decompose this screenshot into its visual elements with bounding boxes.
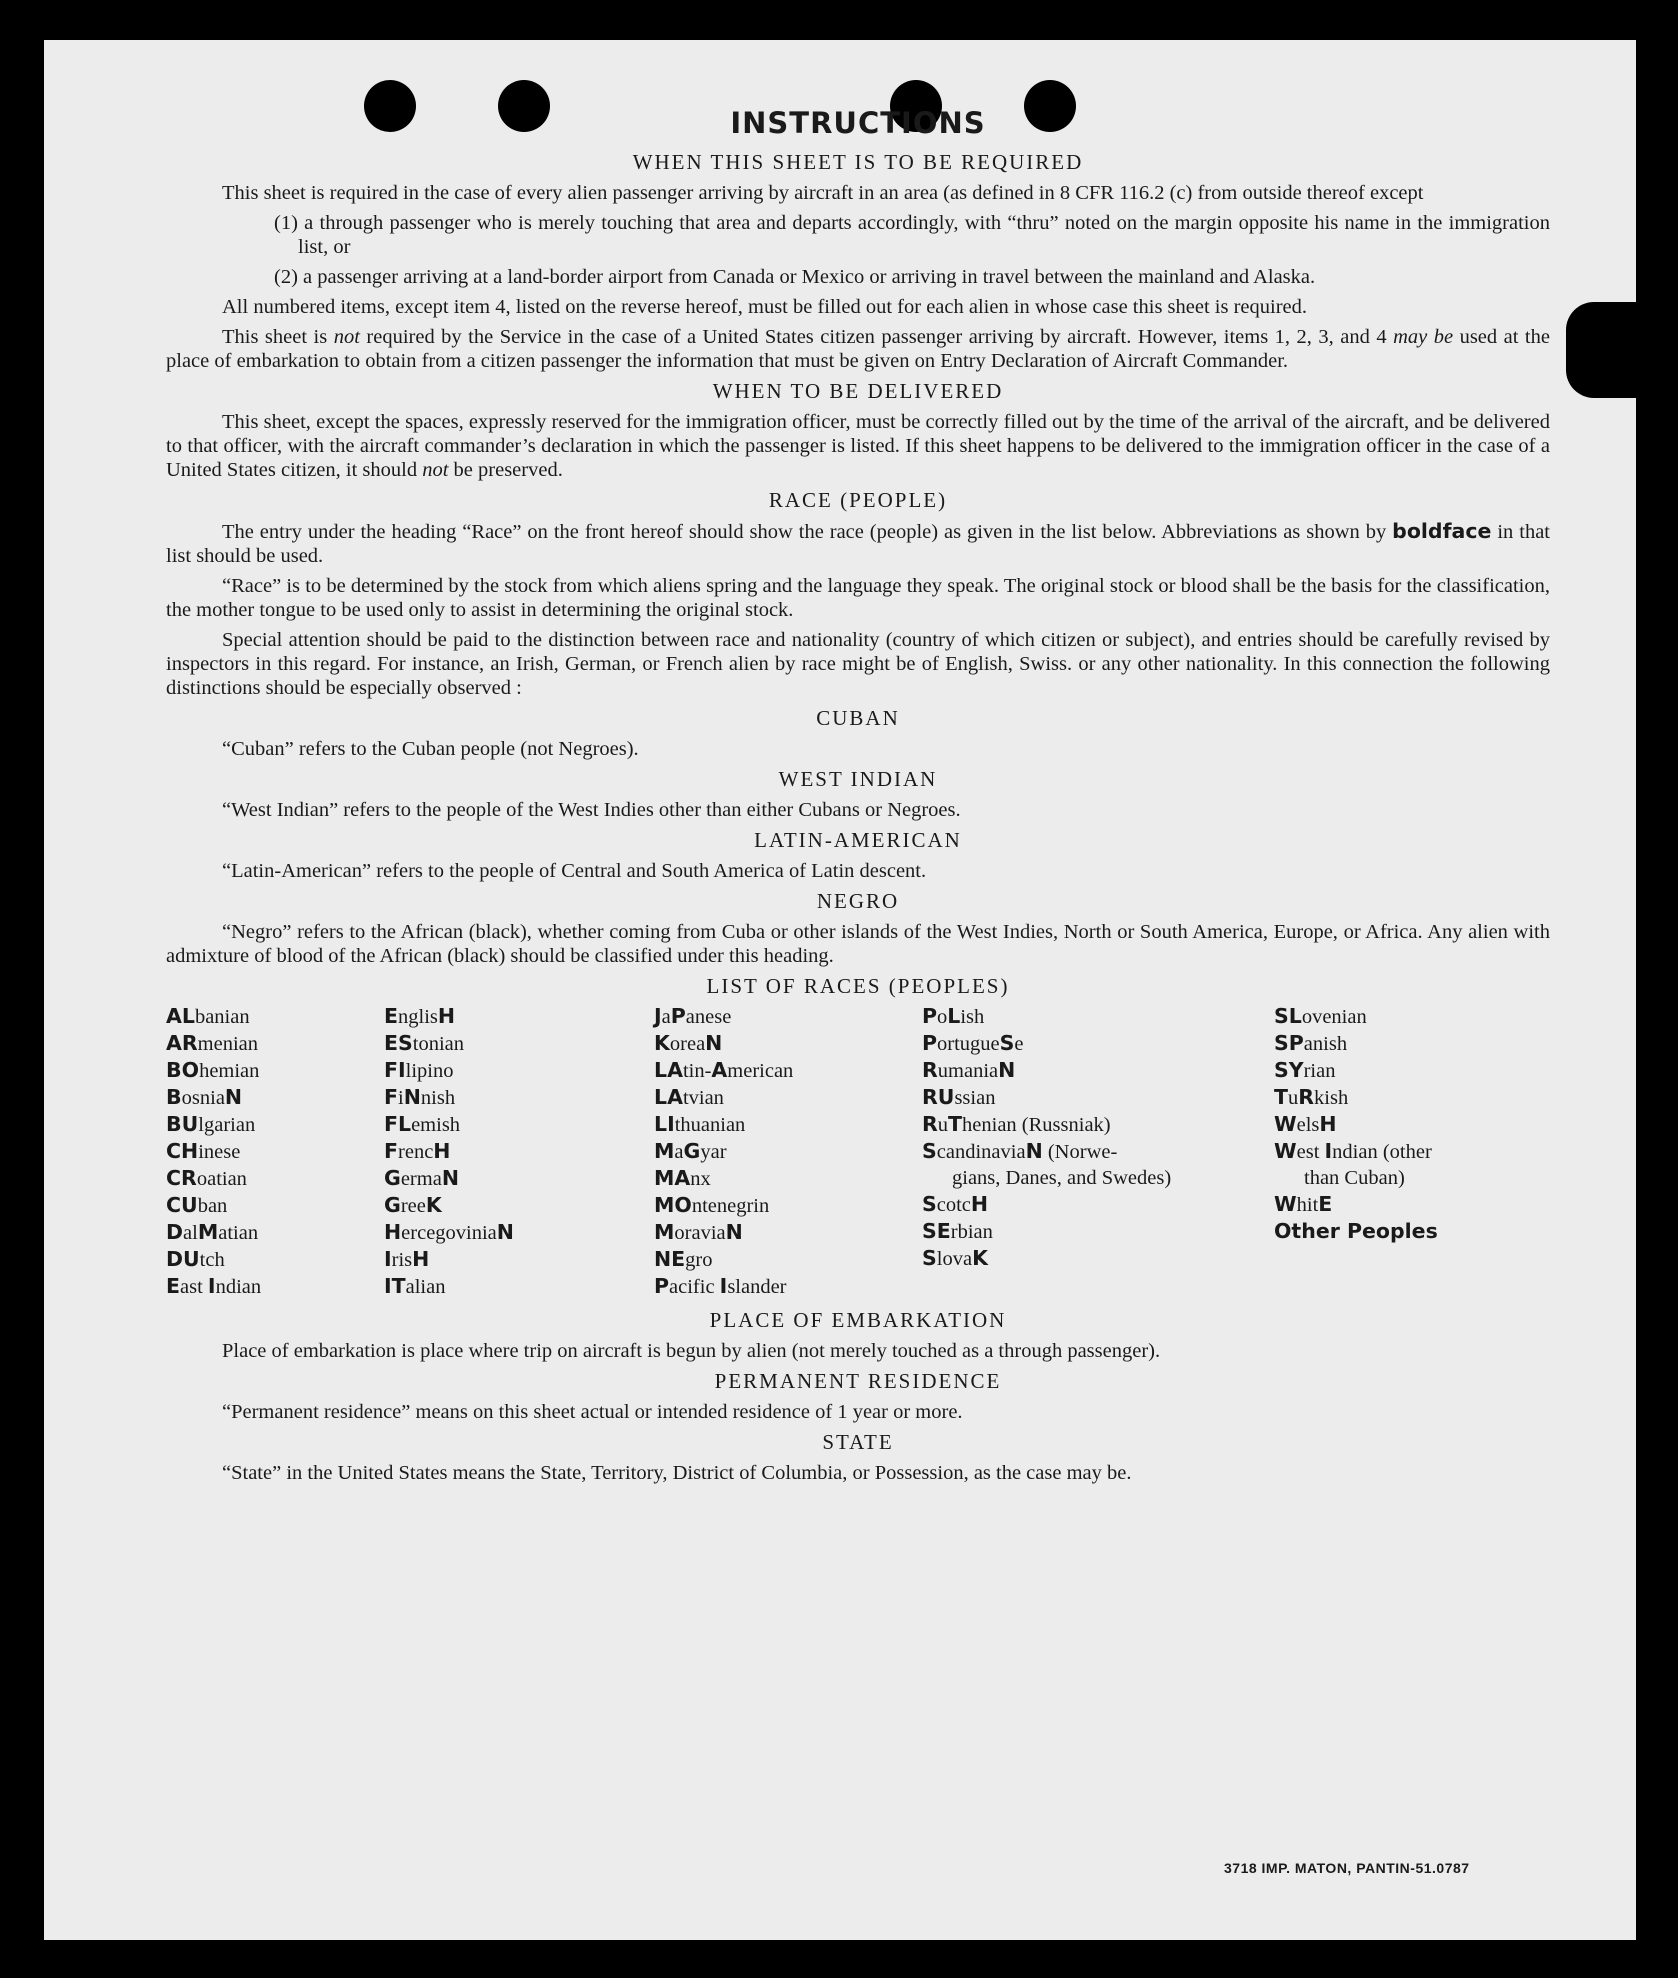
race-entry [384,1084,654,1111]
race-text: osnia [181,1087,225,1109]
race-entry [166,1057,384,1084]
race-abbreviation: FL [384,1112,412,1136]
race-entry [654,1138,922,1165]
race-abbreviation: LI [654,1112,675,1136]
race-entry [166,1003,384,1030]
race-abbreviation: F [384,1139,399,1163]
race-entry [654,1273,922,1300]
race-text: ish [960,1006,985,1028]
race-text: ast [180,1276,208,1298]
race-text: tin- [682,1060,712,1082]
race-text: oravia [674,1222,726,1244]
race-entry [654,1003,922,1030]
race-entry [654,1084,922,1111]
paragraph: “Permanent residence” means on this sheet actual or intended residence of 1 year or more. [222,1401,963,1423]
race-entry [1274,1030,1534,1057]
race-abbreviation: P [654,1274,670,1298]
race-abbreviation: H [384,1220,402,1244]
race-abbreviation: G [384,1193,401,1217]
section-heading-west-indian: WEST INDIAN [778,767,938,791]
text-run: used at the place of embarkation to obtain from a citizen passenger the information that must be given on Entry Declaration of Aircraft Commander. [166,326,1550,372]
race-abbreviation: LA [654,1058,683,1082]
race-text: ban [197,1195,228,1217]
race-text: est [1296,1141,1325,1163]
race-abbreviation: SY [1274,1058,1304,1082]
race-text: alian [405,1276,446,1298]
race-text: atian [218,1222,259,1244]
race-abbreviation: T [1274,1085,1288,1109]
race-entry [1274,1218,1534,1245]
race-text: thuanian [674,1114,746,1136]
race-abbreviation: N [496,1220,514,1244]
race-text: gians, Danes, and Swedes) [952,1167,1172,1189]
race-entry [384,1165,654,1192]
race-entry [1274,1191,1534,1218]
race-abbreviation: I [1324,1139,1333,1163]
race-entry [166,1111,384,1138]
race-abbreviation: AR [166,1031,198,1055]
race-abbreviation: H [433,1139,451,1163]
race-entry [166,1084,384,1111]
race-entry [166,1165,384,1192]
paragraph: All numbered items, except item 4, listed on the reverse hereof, must be filled out for each alien in whose case this sheet is required. [222,296,1308,318]
race-abbreviation: R [1298,1085,1315,1109]
section-heading-race: RACE (PEOPLE) [768,488,948,512]
section-heading-cuban: CUBAN [816,706,900,730]
race-abbreviation: I [719,1274,728,1298]
race-text: nx [690,1168,711,1190]
paragraph: Place of embarkation is place where trip on aircraft is begun by alien (not merely touched as a through passenger). [222,1340,1161,1362]
race-text: i [398,1087,404,1109]
race-abbreviation: W [1274,1192,1297,1216]
race-entry [166,1219,384,1246]
emphasis: may be [1393,326,1454,348]
race-abbreviation: D [166,1220,184,1244]
race-abbreviation: N [403,1085,421,1109]
race-abbreviation: RU [922,1085,955,1109]
race-abbreviation: MO [654,1193,692,1217]
race-text: menian [197,1033,258,1055]
race-entry [384,1111,654,1138]
paragraph: “Cuban” refers to the Cuban people (not Negroes). [222,738,639,760]
race-abbreviation: W [1274,1139,1297,1163]
race-entry [922,1030,1274,1057]
race-text: rbian [950,1221,993,1243]
race-text: henian (Russniak) [962,1114,1111,1136]
paragraph [166,410,1550,482]
race-text: inese [198,1141,241,1163]
race-entry [922,1057,1274,1084]
race-abbreviation: N [441,1166,459,1190]
race-abbreviation: K [654,1031,670,1055]
race-entry [384,1003,654,1030]
race-abbreviation: H [1319,1112,1337,1136]
race-abbreviation: AL [166,1004,195,1028]
race-entry [1274,1111,1534,1138]
race-abbreviation: P [670,1004,686,1028]
race-entry [166,1138,384,1165]
race-abbreviation: K [425,1193,442,1217]
race-entry [1274,1057,1534,1084]
text-run: The entry under the heading “Race” on the front hereof should show the race (people) as given in the list below. Abbreviations as shown by [222,521,1393,543]
race-text: hemian [199,1060,260,1082]
emphasis: not [333,326,360,348]
race-column [922,1003,1274,1300]
race-entry [384,1219,654,1246]
race-entry [654,1057,922,1084]
race-text: orea [669,1033,706,1055]
race-text: cotc [936,1194,971,1216]
race-text: al [183,1222,198,1244]
race-abbreviation: H [437,1004,456,1028]
race-text: tch [199,1249,225,1271]
race-text: e [1014,1033,1024,1055]
race-abbreviation: E [166,1274,181,1298]
race-text: ndian [215,1276,262,1298]
race-abbreviation: B [166,1085,182,1109]
list-item: (1) a through passenger who is merely touching that area and departs accordingly, with “thru” noted on the margin opposite his name in the immigration list, or [274,212,1550,258]
race-abbreviation: S [922,1192,937,1216]
race-abbreviation: SE [922,1219,951,1243]
race-abbreviation: M [197,1220,219,1244]
race-entry [922,1111,1274,1138]
race-abbreviation: R [922,1112,938,1136]
paragraph: “State” in the United States means the State, Territory, District of Columbia, or Possession, as the case may be. [222,1462,1132,1484]
race-abbreviation: H [970,1192,989,1216]
paragraph: Special attention should be paid to the distinction between race and nationality (country of which citizen or subject), and entries should be carefully revised by inspectors in this regard. For instance, an Irish, German, or French alien by race might be of English, Swiss. or any other nationality. In this connection the following distinctions should be especially observed : [166,629,1550,699]
race-text: banian [194,1006,250,1028]
race-entry [384,1057,654,1084]
race-text: u [937,1114,949,1136]
section-heading-state: STATE [822,1430,894,1454]
race-text: ovenian [1301,1006,1367,1028]
race-entry [922,1138,1274,1191]
race-text: than Cuban) [1304,1167,1405,1189]
race-abbreviation: BO [166,1058,200,1082]
race-entry [384,1246,654,1273]
race-entry [654,1192,922,1219]
race-abbreviation: SL [1274,1004,1302,1028]
race-abbreviation: CH [166,1139,199,1163]
race-entry [166,1030,384,1057]
race-text: a [661,1006,671,1028]
text-run: This sheet is [222,326,334,348]
binder-tab-mark [1566,302,1636,398]
race-text: gro [685,1249,713,1271]
text-run: in that list should be used. [166,521,1550,567]
bold-text: boldface [1392,519,1492,543]
race-abbreviation: F [384,1085,399,1109]
race-text: (Norwe- [1042,1141,1118,1163]
race-text: renc [398,1141,434,1163]
race-text: o [937,1006,948,1028]
race-abbreviation: I [384,1247,392,1271]
race-text: candinavia [936,1141,1026,1163]
race-abbreviation: N [725,1220,743,1244]
race-text: oatian [196,1168,247,1190]
race-abbreviation: J [654,1004,662,1028]
race-text: ortugue [937,1033,1000,1055]
race-abbreviation: CR [166,1166,197,1190]
race-abbreviation: N [224,1085,243,1109]
race-text: ree [400,1195,426,1217]
section-heading-required: WHEN THIS SHEET IS TO BE REQUIRED [632,150,1084,174]
race-abbreviation: S [922,1139,937,1163]
race-entry [922,1003,1274,1030]
race-abbreviation: E [384,1004,399,1028]
race-abbreviation: DU [166,1247,200,1271]
race-abbreviation: S [999,1031,1015,1055]
race-abbreviation: I [207,1274,216,1298]
race-entry [384,1030,654,1057]
race-entry [654,1111,922,1138]
race-entry [922,1245,1274,1272]
race-text: emish [411,1114,461,1136]
race-abbreviation: NE [654,1247,686,1271]
race-text: els [1296,1114,1320,1136]
race-entry [922,1084,1274,1111]
race-column [166,1003,384,1300]
race-column [1274,1003,1534,1300]
paragraph: “Race” is to be determined by the stock from which aliens spring and the language they speak. The original stock or blood shall be the basis for the classification, the mother tongue to be used only to assist in determining the original stock. [166,575,1550,621]
race-abbreviation: BU [166,1112,199,1136]
race-entry [166,1192,384,1219]
race-text: ssian [954,1087,996,1109]
race-text: rian [1303,1060,1336,1082]
race-abbreviation: CU [166,1193,198,1217]
race-column [384,1003,654,1300]
race-entry [1274,1003,1534,1030]
race-entry [922,1191,1274,1218]
race-abbreviation: T [948,1112,963,1136]
race-entry [166,1246,384,1273]
document-sheet [44,40,1636,1940]
race-entry [384,1138,654,1165]
race-text: ntenegrin [691,1195,770,1217]
race-text: slander [727,1276,787,1298]
race-abbreviation: P [922,1004,938,1028]
race-entry [654,1165,922,1192]
race-text: hit [1296,1194,1319,1216]
section-heading-negro: NEGRO [816,889,900,913]
race-entry [1274,1084,1534,1111]
race-text: kish [1314,1087,1349,1109]
race-text: lgarian [198,1114,256,1136]
race-abbreviation: N [705,1031,723,1055]
paragraph: This sheet is required in the case of every alien passenger arriving by aircraft in an area (as defined in 8 CFR 116.2 (c) from outside thereof except [222,182,1424,204]
race-text: tvian [682,1087,724,1109]
race-abbreviation: SP [1274,1031,1304,1055]
race-text: a [674,1141,684,1163]
race-text: ris [391,1249,413,1271]
section-heading-permanent-residence: PERMANENT RESIDENCE [714,1369,1002,1393]
paragraph: “Negro” refers to the African (black), whether coming from Cuba or other islands of the West Indies, North or South America, Europe, or Africa. Any alien with admixture of blood of the African (black) should be classified under this heading. [166,921,1550,967]
page-title: INSTRUCTIONS [730,106,986,140]
race-abbreviation: G [384,1166,401,1190]
section-heading-latin-american: LATIN-AMERICAN [754,828,962,852]
race-entry [654,1246,922,1273]
race-text: u [1287,1087,1299,1109]
race-abbreviation: LA [654,1085,683,1109]
race-text: anish [1303,1033,1348,1055]
race-abbreviation: N [1025,1139,1043,1163]
race-entry [166,1273,384,1300]
race-abbreviation: W [1274,1112,1297,1136]
list-item: (2) a passenger arriving at a land-border airport from Canada or Mexico or arriving in travel between the mainland and Alaska. [274,266,1316,288]
race-entry [384,1273,654,1300]
race-entry [922,1218,1274,1245]
race-entry [384,1192,654,1219]
race-abbreviation: K [972,1246,988,1270]
race-abbreviation: FI [384,1058,406,1082]
race-text: ndian (other [1332,1141,1432,1163]
race-abbreviation: H [412,1247,430,1271]
section-heading-list-of-races: LIST OF RACES (PEOPLES) [706,974,1010,998]
race-text: tonian [412,1033,465,1055]
section-heading-embarkation: PLACE OF EMBARKATION [709,1308,1007,1332]
race-abbreviation: N [998,1058,1016,1082]
section-heading-delivered: WHEN TO BE DELIVERED [712,379,1004,403]
race-abbreviation: S [922,1246,937,1270]
race-list [166,1003,1550,1300]
race-text: umania [937,1060,999,1082]
text-run: be preserved. [448,459,563,481]
race-abbreviation: A [711,1058,728,1082]
paragraph [166,325,1550,373]
race-text: nglis [398,1006,438,1028]
race-abbreviation: G [683,1139,701,1163]
race-abbreviation: E [1318,1192,1333,1216]
race-text: erma [400,1168,442,1190]
race-abbreviation: ES [384,1031,413,1055]
race-abbreviation: M [654,1139,675,1163]
race-entry [654,1030,922,1057]
race-text: merican [727,1060,794,1082]
race-abbreviation: M [654,1220,675,1244]
paragraph: “Latin-American” refers to the people of Central and South America of Latin descent. [222,860,927,882]
paragraph [166,519,1550,568]
race-abbreviation: Other Peoples [1274,1219,1438,1243]
race-entry [654,1219,922,1246]
race-entry [1274,1138,1534,1191]
race-column [654,1003,922,1300]
race-abbreviation: IT [384,1274,406,1298]
race-text: nish [420,1087,456,1109]
race-text: ercegovinia [401,1222,497,1244]
race-abbreviation: L [947,1004,961,1028]
race-text: anese [685,1006,732,1028]
print-code: 3718 IMP. MATON, PANTIN-51.0787 [1224,1860,1470,1876]
emphasis: not [422,459,449,481]
text-run: required by the Service in the case of a United States citizen passenger arriving by aircraft. However, items 1, 2, 3, and 4 [359,326,1394,348]
race-text: lipino [405,1060,454,1082]
race-abbreviation: P [922,1031,938,1055]
paragraph: “West Indian” refers to the people of the West Indies other than either Cubans or Negroes. [222,799,961,821]
race-abbreviation: R [922,1058,938,1082]
instructions-content [166,106,1550,1491]
race-text: lova [936,1248,973,1270]
race-abbreviation: MA [654,1166,691,1190]
text-run: This sheet, except the spaces, expressly reserved for the immigration officer, must be correctly filled out by the time of the arrival of the aircraft, and be delivered to that officer, with the aircraft commander’s declaration in which the passenger is listed. If this sheet happens to be delivered to the immigration officer in the case of a United States citizen, it should [166,411,1550,481]
race-text: yar [700,1141,727,1163]
race-text: acific [669,1276,720,1298]
